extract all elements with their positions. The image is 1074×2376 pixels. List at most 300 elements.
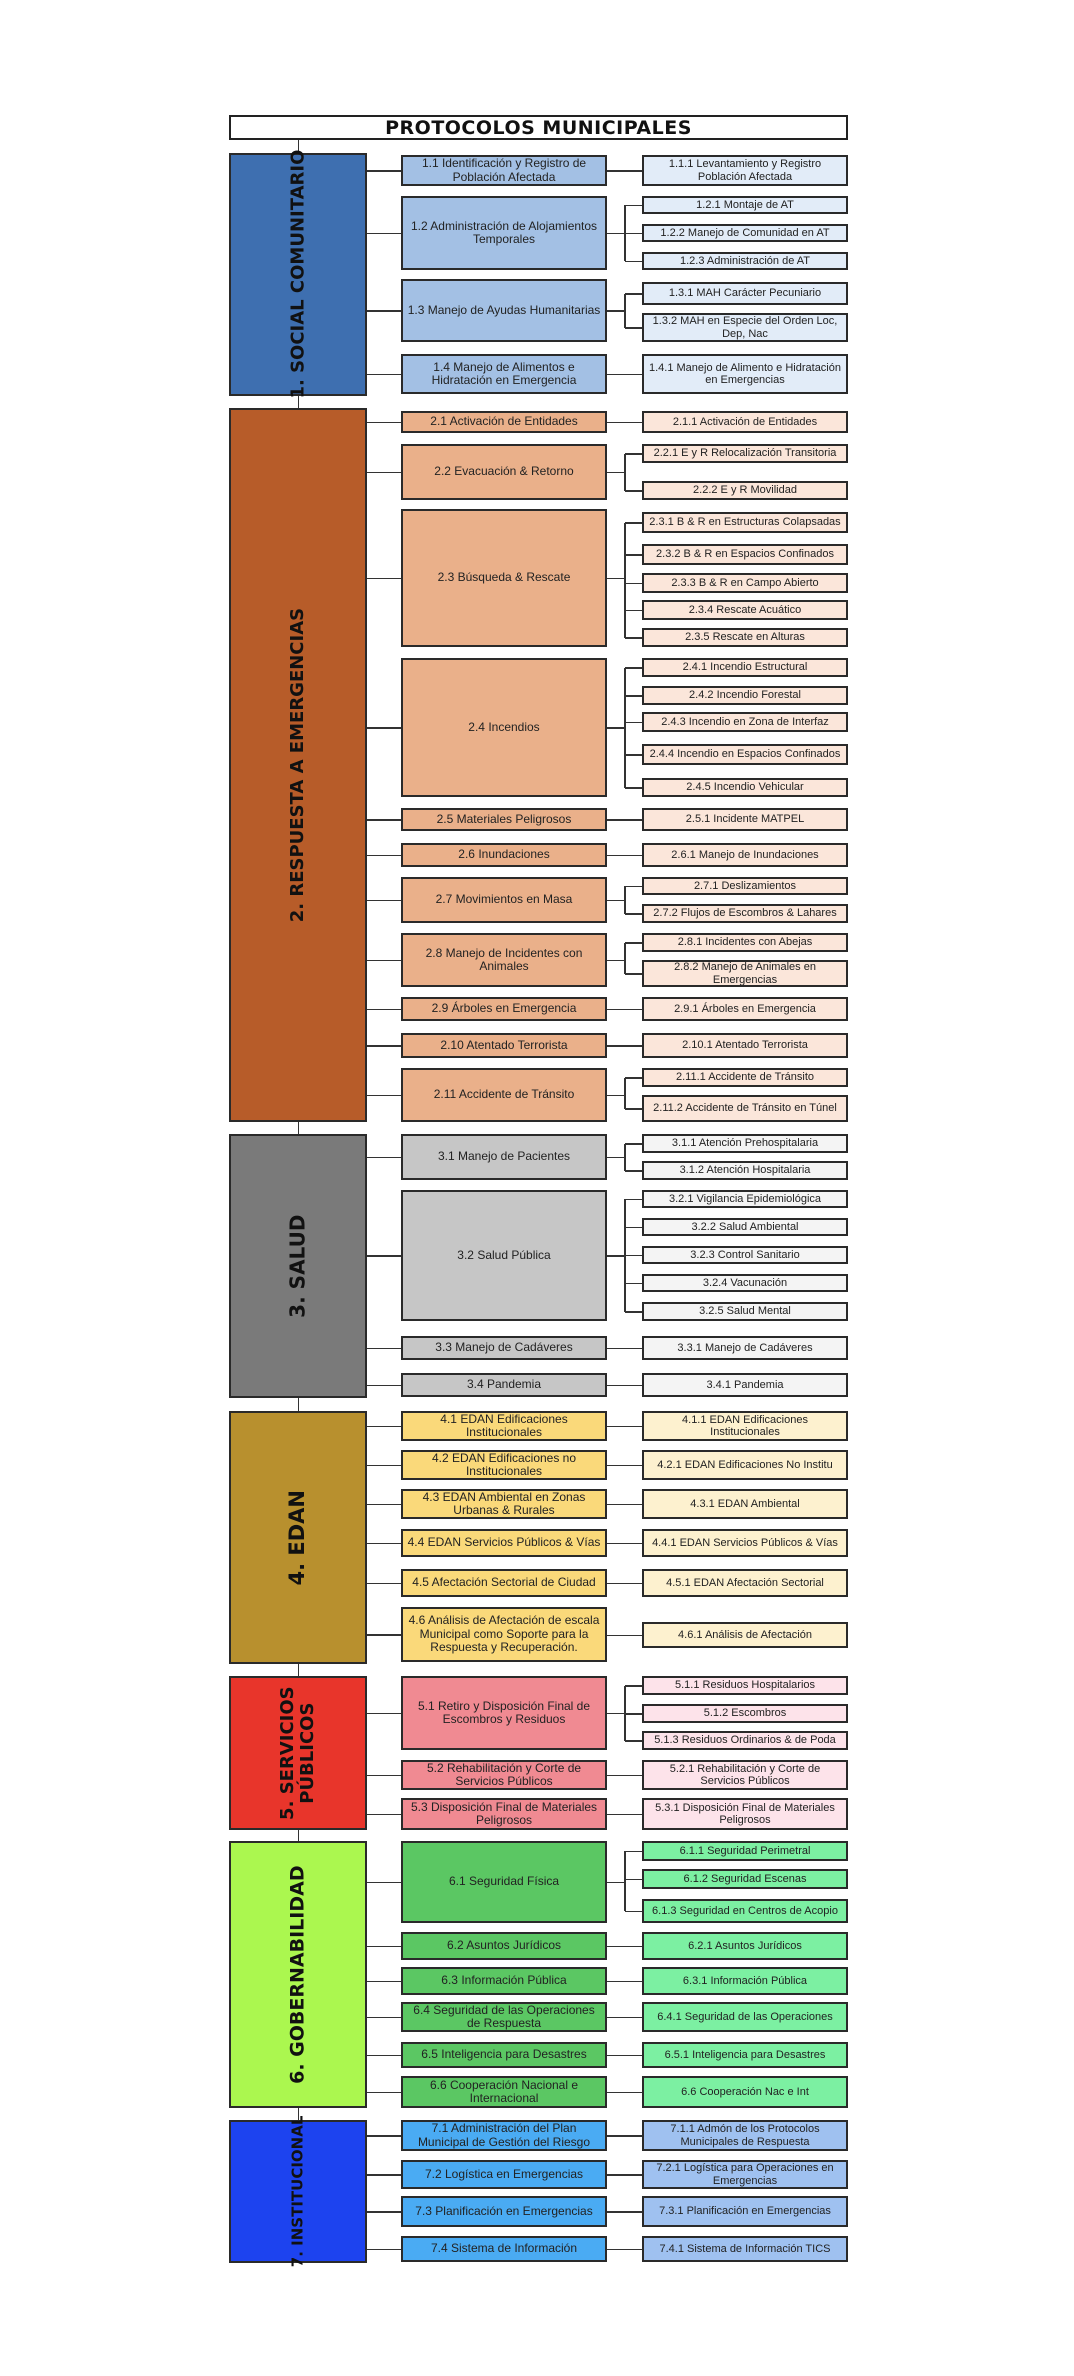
subprotocol-label: 4.4.1 EDAN Servicios Públicos & Vías (652, 1536, 838, 1549)
category-label: 2. RESPUESTA A EMERGENCIAS (286, 607, 308, 923)
protocol-box (401, 1841, 607, 1923)
protocol-to-subprotocol-connector (607, 1635, 642, 1637)
category-label: 6. GOBERNABILIDAD (286, 1865, 309, 2084)
subprotocol-box (642, 512, 848, 533)
subprotocol-label: 6.1.2 Seguridad Escenas (683, 1872, 807, 1885)
category-box (229, 1676, 367, 1830)
category-to-protocol-connector (367, 310, 401, 312)
protocol-to-subprotocol-connector (607, 819, 642, 821)
subprotocol-box (642, 1373, 848, 1397)
branch-to-subprotocol-connector (625, 1879, 643, 1881)
protocol-box (401, 997, 607, 1021)
branch-to-subprotocol-connector (625, 1685, 643, 1687)
branch-to-subprotocol-connector (625, 1227, 643, 1229)
protocol-box (401, 877, 607, 923)
category-to-protocol-connector (367, 1255, 401, 1257)
subprotocol-box (642, 1068, 848, 1087)
protocol-box (401, 444, 607, 500)
protocol-box (401, 2002, 607, 2032)
category-to-protocol-connector (367, 1348, 401, 1350)
subprotocol-label: 2.2.2 E y R Movilidad (693, 484, 797, 497)
subprotocol-branch-connector (624, 1078, 626, 1109)
protocol-to-branch-connector (607, 1882, 625, 1884)
subprotocol-box (642, 997, 848, 1021)
protocol-box (401, 279, 607, 342)
category-to-protocol-connector (367, 1946, 401, 1948)
protocol-box (401, 1450, 607, 1480)
subprotocol-box (642, 411, 848, 433)
subprotocol-box (642, 1869, 848, 1889)
subprotocol-box (642, 1899, 848, 1923)
protocol-label: 2.10 Atentado Terrorista (440, 1037, 568, 1052)
subprotocol-box (642, 1798, 848, 1830)
protocol-to-subprotocol-connector (607, 2017, 642, 2019)
protocol-to-branch-connector (607, 233, 625, 235)
subprotocol-box (642, 1529, 848, 1557)
category-to-protocol-connector (367, 1095, 401, 1097)
protocol-to-subprotocol-connector (607, 2135, 642, 2137)
protocol-to-subprotocol-connector (607, 1426, 642, 1428)
protocol-label: 6.1 Seguridad Física (448, 1874, 560, 1889)
category-to-protocol-connector (367, 233, 401, 235)
subprotocol-box (642, 1704, 848, 1723)
category-to-protocol-connector (367, 1634, 401, 1636)
subprotocol-box (642, 481, 848, 500)
subprotocol-box (642, 628, 848, 647)
protocol-box (401, 1932, 607, 1960)
branch-to-subprotocol-connector (625, 610, 643, 612)
category-label: 4. EDAN (285, 1489, 310, 1586)
subprotocol-label: 2.3.1 B & R en Estructuras Colapsadas (649, 516, 841, 529)
subprotocol-box (642, 2042, 848, 2068)
subprotocol-box (642, 744, 848, 765)
protocol-box (401, 2196, 607, 2227)
category-to-protocol-connector (367, 422, 401, 424)
protocol-box (401, 1190, 607, 1321)
category-to-protocol-connector (367, 1504, 401, 1506)
protocol-label: 1.1 Identificación y Registro de Población Afectada (421, 156, 587, 184)
subprotocol-label: 3.1.2 Atención Hospitalaria (679, 1164, 811, 1177)
protocol-label: 6.4 Seguridad de las Operaciones de Respuesta (413, 2002, 595, 2030)
subprotocol-label: 2.9.1 Árboles en Emergencia (674, 1002, 816, 1015)
category-to-protocol-connector (367, 170, 401, 172)
subprotocol-box (642, 1161, 848, 1180)
protocol-label: 3.4 Pandemia (466, 1377, 542, 1392)
protocol-label: 6.2 Asuntos Jurídicos (446, 1938, 562, 1953)
subprotocol-label: 1.2.3 Administración de AT (679, 254, 811, 267)
branch-to-subprotocol-connector (625, 1311, 643, 1313)
branch-to-subprotocol-connector (625, 233, 643, 235)
branch-to-subprotocol-connector (625, 1108, 643, 1110)
category-to-protocol-connector (367, 1814, 401, 1816)
subprotocol-box (642, 1033, 848, 1058)
protocol-label: 6.6 Cooperación Nacional e Internacional (429, 2077, 579, 2105)
subprotocol-box (642, 313, 848, 342)
subprotocol-label: 2.4.3 Incendio en Zona de Interfaz (661, 715, 829, 728)
category-to-protocol-connector (367, 2211, 401, 2213)
protocol-label: 1.3 Manejo de Ayudas Humanitarias (407, 302, 601, 317)
subprotocol-label: 2.3.2 B & R en Espacios Confinados (656, 548, 834, 561)
protocol-box (401, 196, 607, 270)
protocol-box (401, 1134, 607, 1180)
protocol-box (401, 155, 607, 186)
protocol-to-subprotocol-connector (607, 2055, 642, 2057)
branch-to-subprotocol-connector (625, 667, 643, 669)
protocol-box (401, 1529, 607, 1557)
subprotocol-label: 6.1.1 Seguridad Perimetral (679, 1844, 811, 1857)
subprotocol-box (642, 778, 848, 797)
subprotocol-label: 6.6 Cooperación Nac e Int (681, 2085, 809, 2098)
protocol-to-subprotocol-connector (607, 1981, 642, 1983)
subprotocol-box (642, 1760, 848, 1790)
protocol-to-branch-connector (607, 960, 625, 962)
protocol-to-subprotocol-connector (607, 2092, 642, 2094)
category-box (229, 408, 367, 1122)
category-label: 1. SOCIAL COMUNITARIO (286, 150, 308, 399)
subprotocol-label: 2.3.4 Rescate Acuático (688, 603, 802, 616)
category-to-protocol-connector (367, 578, 401, 580)
protocol-box (401, 1411, 607, 1441)
subprotocol-label: 5.1.2 Escombros (703, 1707, 787, 1720)
subprotocol-label: 3.4.1 Pandemia (706, 1378, 784, 1391)
branch-to-subprotocol-connector (625, 754, 643, 756)
protocol-to-branch-connector (607, 310, 625, 312)
subprotocol-box (642, 1731, 848, 1750)
subprotocol-box (642, 1841, 848, 1861)
protocol-to-subprotocol-connector (607, 1504, 642, 1506)
protocol-label: 1.2 Administración de Alojamientos Temporales (410, 218, 598, 246)
subprotocol-label: 3.2.2 Salud Ambiental (691, 1220, 799, 1233)
subprotocol-box (642, 1967, 848, 1995)
protocol-to-subprotocol-connector (607, 1465, 642, 1467)
branch-to-subprotocol-connector (625, 722, 643, 724)
subprotocol-label: 1.2.2 Manejo de Comunidad en AT (660, 226, 830, 239)
subprotocol-label: 3.3.1 Manejo de Cadáveres (677, 1341, 813, 1354)
protocol-box (401, 2042, 607, 2068)
subprotocol-box (642, 712, 848, 732)
branch-to-subprotocol-connector (625, 886, 643, 888)
subprotocol-box (642, 1489, 848, 1519)
protocol-to-branch-connector (607, 900, 625, 902)
category-to-protocol-connector (367, 1009, 401, 1011)
subprotocol-box (642, 1336, 848, 1360)
category-to-protocol-connector (367, 819, 401, 821)
protocol-label: 7.2 Logística en Emergencias (424, 2166, 584, 2181)
protocol-box (401, 2076, 607, 2108)
subprotocol-box (642, 1676, 848, 1695)
subprotocol-branch-connector (624, 943, 626, 974)
protocol-box (401, 1336, 607, 1360)
subprotocol-label: 3.2.5 Salud Mental (699, 1305, 791, 1318)
protocol-label: 5.2 Rehabilitación y Corte de Servicios Públicos (426, 1760, 582, 1788)
protocol-label: 4.5 Afectación Sectorial de Ciudad (412, 1575, 596, 1590)
subprotocol-label: 2.5.1 Incidente MATPEL (685, 813, 805, 826)
subprotocol-label: 2.3.5 Rescate en Alturas (685, 631, 805, 644)
subprotocol-box (642, 877, 848, 895)
subprotocol-box (642, 933, 848, 952)
protocol-box (401, 1967, 607, 1995)
subprotocol-label: 7.3.1 Planificación en Emergencias (659, 2205, 831, 2218)
protocol-box (401, 2120, 607, 2151)
category-label: 3. SALUD (285, 1214, 310, 1318)
subprotocol-label: 3.2.4 Vacunación (702, 1276, 788, 1289)
subprotocol-box (642, 2076, 848, 2108)
category-box (229, 1841, 367, 2108)
protocol-label: 2.6 Inundaciones (458, 847, 550, 862)
subprotocol-box (642, 1622, 848, 1648)
subprotocol-box (642, 1302, 848, 1321)
subprotocol-label: 2.3.3 B & R en Campo Abierto (671, 576, 819, 589)
protocol-box (401, 1607, 607, 1662)
protocol-box (401, 1676, 607, 1750)
subprotocol-label: 1.4.1 Manejo de Alimento e Hidratación en Emergencias (648, 361, 841, 386)
branch-to-subprotocol-connector (625, 1283, 643, 1285)
protocol-box (401, 411, 607, 433)
branch-to-subprotocol-connector (625, 554, 643, 556)
category-to-protocol-connector (367, 1543, 401, 1545)
protocol-to-subprotocol-connector (607, 1385, 642, 1387)
category-to-protocol-connector (367, 1045, 401, 1047)
protocol-box (401, 658, 607, 797)
category-to-protocol-connector (367, 1713, 401, 1715)
subprotocol-label: 3.2.1 Vigilancia Epidemiológica (668, 1192, 822, 1205)
category-to-protocol-connector (367, 1583, 401, 1585)
protocol-label: 7.4 Sistema de Información (430, 2241, 578, 2256)
category-to-protocol-connector (367, 1385, 401, 1387)
branch-to-subprotocol-connector (625, 522, 643, 524)
protocol-to-branch-connector (607, 578, 625, 580)
subprotocol-box (642, 2120, 848, 2151)
subprotocol-box (642, 2160, 848, 2189)
subprotocol-label: 7.2.1 Logística para Operaciones en Emergencias (656, 2162, 834, 2187)
subprotocol-label: 6.4.1 Seguridad de las Operaciones (657, 2010, 833, 2023)
protocol-to-branch-connector (607, 472, 625, 474)
branch-to-subprotocol-connector (625, 1740, 643, 1742)
subprotocol-label: 2.11.1 Accidente de Tránsito (676, 1071, 814, 1084)
protocol-box (401, 1373, 607, 1397)
category-to-protocol-connector (367, 1882, 401, 1884)
category-to-protocol-connector (367, 1465, 401, 1467)
subprotocol-box (642, 1134, 848, 1153)
subprotocol-label: 6.5.1 Inteligencia para Desastres (664, 2048, 826, 2061)
subprotocol-box (642, 573, 848, 593)
chart-title: PROTOCOLOS MUNICIPALES (229, 115, 848, 140)
protocol-to-subprotocol-connector (607, 1583, 642, 1585)
subprotocol-box (642, 224, 848, 242)
branch-to-subprotocol-connector (625, 973, 643, 975)
protocol-to-subprotocol-connector (607, 1009, 642, 1011)
protocol-to-subprotocol-connector (607, 1814, 642, 1816)
category-box (229, 1134, 367, 1398)
protocol-label: 2.5 Materiales Peligrosos (436, 811, 572, 826)
protocol-to-subprotocol-connector (607, 374, 642, 376)
protocol-box (401, 1569, 607, 1597)
protocol-label: 2.7 Movimientos en Masa (435, 892, 573, 907)
category-label: 5. SERVICIOS PÚBLICOS (276, 1686, 318, 1820)
category-to-protocol-connector (367, 1775, 401, 1777)
protocol-label: 5.3 Disposición Final de Materiales Peligrosos (410, 1799, 598, 1827)
branch-to-subprotocol-connector (625, 1911, 643, 1913)
subprotocol-label: 2.7.2 Flujos de Escombros & Lahares (653, 907, 837, 920)
subprotocol-label: 2.4.4 Incendio en Espacios Confinados (649, 748, 841, 761)
subprotocol-box (642, 843, 848, 867)
category-to-protocol-connector (367, 2055, 401, 2057)
branch-to-subprotocol-connector (625, 490, 643, 492)
protocol-box (401, 2236, 607, 2262)
branch-to-subprotocol-connector (625, 1077, 643, 1079)
protocol-label: 6.5 Inteligencia para Desastres (421, 2047, 587, 2062)
protocol-label: 2.8 Manejo de Incidentes con Animales (425, 945, 583, 973)
subprotocol-label: 2.8.1 Incidentes con Abejas (677, 936, 813, 949)
subprotocol-box (642, 252, 848, 270)
branch-to-subprotocol-connector (625, 942, 643, 944)
branch-to-subprotocol-connector (625, 453, 643, 455)
subprotocol-box (642, 600, 848, 620)
subprotocol-label: 5.1.3 Residuos Ordinarios & de Poda (654, 1734, 836, 1747)
protocol-box (401, 354, 607, 394)
branch-to-subprotocol-connector (625, 1255, 643, 1257)
protocol-label: 3.1 Manejo de Pacientes (437, 1149, 571, 1164)
subprotocol-box (642, 1569, 848, 1597)
protocol-to-subprotocol-connector (607, 1543, 642, 1545)
subprotocol-label: 2.7.1 Deslizamientos (693, 879, 797, 892)
branch-to-subprotocol-connector (625, 1199, 643, 1201)
protocol-to-subprotocol-connector (607, 2174, 642, 2176)
subprotocol-label: 3.2.3 Control Sanitario (690, 1248, 800, 1261)
subprotocol-box (642, 686, 848, 705)
protocol-label: 2.3 Búsqueda & Rescate (437, 570, 571, 585)
protocol-label: 4.4 EDAN Servicios Públicos & Vías (407, 1535, 601, 1550)
subprotocol-label: 4.1.1 EDAN Edificaciones Institucionales (682, 1413, 808, 1438)
branch-to-subprotocol-connector (625, 913, 643, 915)
protocol-label: 2.2 Evacuación & Retorno (434, 464, 574, 479)
subprotocol-box (642, 1411, 848, 1441)
protocol-box (401, 509, 607, 647)
branch-to-subprotocol-connector (625, 1170, 643, 1172)
subprotocol-label: 4.6.1 Análisis de Afectación (678, 1628, 812, 1641)
category-to-protocol-connector (367, 2092, 401, 2094)
branch-to-subprotocol-connector (625, 1143, 643, 1145)
subprotocol-box (642, 1274, 848, 1292)
subprotocol-label: 1.1.1 Levantamiento y Registro Población Afectada (668, 158, 822, 183)
subprotocol-label: 7.1.1 Admón de los Protocolos Municipales de Respuesta (670, 2123, 820, 2148)
protocol-label: 5.1 Retiro y Disposición Final de Escombros y Residuos (417, 1698, 591, 1726)
subprotocol-label: 4.3.1 EDAN Ambiental (690, 1497, 800, 1510)
subprotocol-label: 2.4.5 Incendio Vehicular (686, 781, 804, 794)
protocol-box (401, 2160, 607, 2189)
subprotocol-label: 2.4.2 Incendio Forestal (689, 689, 801, 702)
protocol-to-subprotocol-connector (607, 1946, 642, 1948)
protocol-label: 4.3 EDAN Ambiental en Zonas Urbanas & Rurales (422, 1489, 586, 1517)
protocol-box (401, 843, 607, 867)
subprotocol-box (642, 960, 848, 987)
subprotocol-box (642, 1932, 848, 1960)
protocol-label: 1.4 Manejo de Alimentos e Hidratación en Emergencia (431, 359, 577, 387)
subprotocol-box (642, 1246, 848, 1264)
branch-to-subprotocol-connector (625, 637, 643, 639)
protocol-label: 4.2 EDAN Edificaciones no Institucionales (431, 1450, 577, 1478)
branch-to-subprotocol-connector (625, 261, 643, 263)
subprotocol-label: 6.2.1 Asuntos Jurídicos (688, 1939, 802, 1952)
category-to-protocol-connector (367, 960, 401, 962)
protocol-to-branch-connector (607, 727, 625, 729)
protocol-to-branch-connector (607, 1157, 625, 1159)
category-to-protocol-connector (367, 1426, 401, 1428)
protocol-label: 2.4 Incendios (468, 719, 540, 734)
protocol-box (401, 1798, 607, 1830)
subprotocol-label: 4.2.1 EDAN Edificaciones No Institu (657, 1458, 833, 1471)
subprotocol-label: 1.3.2 MAH en Especie del Orden Loc, Dep, Nac (652, 315, 838, 340)
protocol-to-branch-connector (607, 1713, 625, 1715)
protocol-to-branch-connector (607, 1095, 625, 1097)
category-to-protocol-connector (367, 855, 401, 857)
subprotocol-label: 6.1.3 Seguridad en Centros de Acopio (652, 1904, 838, 1917)
protocol-to-subprotocol-connector (607, 170, 642, 172)
subprotocol-box (642, 155, 848, 186)
protocol-label: 3.2 Salud Pública (457, 1247, 551, 1262)
subprotocol-box (642, 904, 848, 923)
category-to-protocol-connector (367, 2135, 401, 2137)
protocol-to-subprotocol-connector (607, 1775, 642, 1777)
protocol-label: 7.1 Administración del Plan Municipal de Gestión del Riesgo (417, 2121, 591, 2149)
protocol-to-subprotocol-connector (607, 855, 642, 857)
protocol-to-subprotocol-connector (607, 2211, 642, 2213)
category-to-protocol-connector (367, 2017, 401, 2019)
protocol-label: 2.11 Accidente de Tránsito (433, 1087, 575, 1102)
subprotocol-box (642, 2002, 848, 2032)
protocol-label: 4.6 Análisis de Afectación de escala Municipal como Soporte para la Respuesta y Recuperación. (408, 1613, 600, 1655)
subprotocol-box (642, 1450, 848, 1480)
category-to-protocol-connector (367, 374, 401, 376)
subprotocol-label: 3.1.1 Atención Prehospitalaria (671, 1137, 819, 1150)
protocol-label: 6.3 Información Pública (441, 1973, 567, 1988)
branch-to-subprotocol-connector (625, 327, 643, 329)
subprotocol-label: 1.3.1 MAH Carácter Pecuniario (668, 287, 822, 300)
subprotocol-box (642, 196, 848, 214)
protocol-to-subprotocol-connector (607, 2249, 642, 2251)
subprotocol-label: 4.5.1 EDAN Afectación Sectorial (666, 1576, 824, 1589)
category-to-protocol-connector (367, 1157, 401, 1159)
branch-to-subprotocol-connector (625, 1713, 643, 1715)
category-box (229, 2115, 367, 2268)
subprotocol-label: 7.4.1 Sistema de Información TICS (659, 2242, 831, 2255)
category-to-protocol-connector (367, 1981, 401, 1983)
branch-to-subprotocol-connector (625, 1851, 643, 1853)
subprotocol-label: 5.1.1 Residuos Hospitalarios (674, 1679, 816, 1692)
subprotocol-label: 2.1.1 Activación de Entidades (672, 415, 818, 428)
subprotocol-label: 6.3.1 Información Pública (682, 1974, 808, 1987)
category-box (229, 1411, 367, 1664)
category-box (229, 150, 367, 399)
branch-to-subprotocol-connector (625, 583, 643, 585)
branch-to-subprotocol-connector (625, 293, 643, 295)
protocol-to-subprotocol-connector (607, 1045, 642, 1047)
subprotocol-label: 2.6.1 Manejo de Inundaciones (671, 848, 819, 861)
protocol-box (401, 808, 607, 831)
protocol-to-subprotocol-connector (607, 422, 642, 424)
subprotocol-label: 2.11.2 Accidente de Tránsito en Túnel (653, 1102, 837, 1115)
branch-to-subprotocol-connector (625, 205, 643, 207)
category-to-protocol-connector (367, 472, 401, 474)
subprotocol-box (642, 2236, 848, 2262)
protocol-to-subprotocol-connector (607, 1348, 642, 1350)
subprotocol-label: 2.8.2 Manejo de Animales en Emergencias (674, 961, 816, 986)
subprotocol-box (642, 354, 848, 394)
category-to-protocol-connector (367, 2174, 401, 2176)
protocol-label: 3.3 Manejo de Cadáveres (435, 1340, 573, 1355)
protocol-label: 7.3 Planificación en Emergencias (415, 2203, 593, 2218)
subprotocol-box (642, 658, 848, 677)
